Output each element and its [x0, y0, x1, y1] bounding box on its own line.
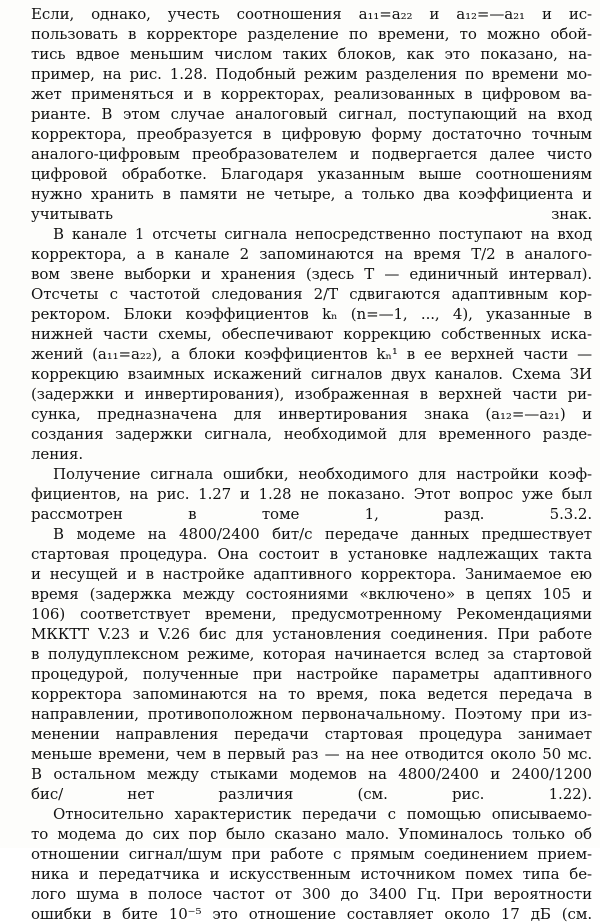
- text-line: жений (a₁₁=a₂₂), а блоки коэффициентов kₙ¹ в ее верхней части —: [31, 345, 592, 363]
- body-text: [9, 4, 592, 924]
- text-line: жет применяться и в корректорах, реализованных в цифровом ва-: [31, 85, 592, 103]
- text-line: пользовать в корректоре разделение по времени, то можно обой-: [31, 25, 592, 43]
- text-line: ошибки в бите 10⁻⁵ это отношение составляет около 17 дБ (см.: [31, 905, 592, 923]
- text-line: Если, однако, учесть соотношения a₁₁=a₂₂ и a₁₂=—a₂₁ и ис-: [31, 5, 592, 23]
- text-line: тись вдвое меньшим числом таких блоков, как это показано, на-: [31, 45, 592, 63]
- text-line: корректора запоминаются на то время, пока ведется передача в: [31, 685, 592, 703]
- text-line: сунка, предназначена для инвертирования знака (a₁₂=—a₂₁) и: [31, 405, 592, 423]
- text-line: В модеме на 4800/2400 бит/с передаче данных предшествует: [53, 525, 592, 543]
- text-line: рассмотрен в томе 1, разд. 5.3.2.: [31, 505, 592, 523]
- text-line: то модема до сих пор было сказано мало. Упоминалось только об: [31, 825, 592, 843]
- text-line: цифровой обработке. Благодаря указанным выше соотношениям: [31, 165, 592, 183]
- text-line: лого шума в полосе частот от 300 до 3400 Гц. При вероятности: [31, 885, 592, 903]
- text-line: 106) соответствует времени, предусмотренному Рекомендациями: [31, 605, 592, 623]
- text-line: ника и передатчика и искусственным источником помех типа бе-: [31, 865, 592, 883]
- text-line: вом звене выборки и хранения (здесь T — единичный интервал).: [31, 265, 592, 283]
- text-line: рианте. В этом случае аналоговый сигнал, поступающий на вход: [31, 105, 592, 123]
- text-line: в полудуплексном режиме, которая начинается вслед за стартовой: [31, 645, 592, 663]
- text-line: бис/ нет различия (см. рис. 1.22).: [31, 785, 592, 803]
- text-line: фициентов, на рис. 1.27 и 1.28 не показано. Этот вопрос уже был: [31, 485, 592, 503]
- paragraph-2: [9, 224, 592, 464]
- text-line: корректора, а в канале 2 запоминаются на время T/2 в аналого-: [31, 245, 592, 263]
- paragraph-4: [9, 524, 592, 804]
- text-line: нижней части схемы, обеспечивают коррекцию собственных иска-: [31, 325, 592, 343]
- text-line: В остальном между стыками модемов на 4800/2400 и 2400/1200: [31, 765, 592, 783]
- text-line: и несущей и в настройке адаптивного корректора. Занимаемое ею: [31, 565, 592, 583]
- text-line: Получение сигнала ошибки, необходимого для настройки коэф-: [53, 465, 592, 483]
- text-line: ления.: [31, 445, 84, 463]
- text-line: корректора, преобразуется в цифровую форму достаточно точным: [31, 125, 592, 143]
- text-line: учитывать знак.: [31, 205, 592, 223]
- text-line: стартовая процедура. Она состоит в установке надлежащих такта: [31, 545, 592, 563]
- text-line: ректором. Блоки коэффициентов kₙ (n=—1, ..., 4), указанные в: [31, 305, 592, 323]
- text-line: менении направления передачи стартовая процедура занимает: [31, 725, 592, 743]
- text-line: коррекцию взаимных искажений сигналов двух каналов. Схема ЗИ: [31, 365, 592, 383]
- paragraph-5: [9, 804, 592, 924]
- text-line: МККТТ V.23 и V.26 бис для установления соединения. При работе: [31, 625, 592, 643]
- text-line: Относительно характеристик передачи с помощью описываемо-: [53, 805, 592, 823]
- text-line: время (задержка между состояниями «включено» в цепях 105 и: [31, 585, 592, 603]
- text-line: процедурой, полученные при настройке параметры адаптивного: [31, 665, 592, 683]
- text-line: (задержки и инвертирования), изображенная в верхней части ри-: [31, 385, 592, 403]
- text-line: пример, на рис. 1.28. Подобный режим разделения по времени мо-: [31, 65, 592, 83]
- text-line: меньше времени, чем в первый раз — на нее отводится около 50 мс.: [31, 745, 592, 763]
- text-line: Отсчеты с частотой следования 2/T сдвигаются адаптивным кор-: [31, 285, 592, 303]
- text-line: направлении, противоположном первоначальному. Поэтому при из-: [31, 705, 592, 723]
- text-line: создания задержки сигнала, необходимой для временного разде-: [31, 425, 592, 443]
- text-line: аналого-цифровым преобразователем и подвергается далее чисто: [31, 145, 592, 163]
- paragraph-1: [9, 4, 592, 224]
- paragraph-3: [9, 464, 592, 524]
- text-line: отношении сигнал/шум при работе с прямым соединением прием-: [31, 845, 592, 863]
- text-line: В канале 1 отсчеты сигнала непосредственно поступают на вход: [53, 225, 592, 243]
- text-line: нужно хранить в памяти не четыре, а только два коэффициента и: [31, 185, 592, 203]
